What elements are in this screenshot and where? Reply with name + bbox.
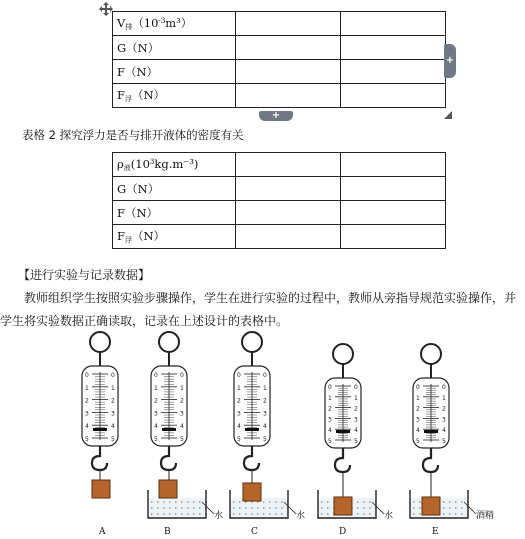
tick-label: 1 <box>111 384 115 392</box>
tick-label: 0 <box>111 372 115 379</box>
figure-label-d: D <box>339 527 347 537</box>
tick-label: 0 <box>237 372 241 379</box>
tick-label: 3 <box>111 410 115 418</box>
wooden-block <box>92 480 110 498</box>
table-cell[interactable] <box>236 84 341 108</box>
table-cell[interactable] <box>236 153 341 177</box>
tick-label: 5 <box>442 438 446 445</box>
tick-label: 1 <box>416 394 420 402</box>
tick-label: 2 <box>442 405 446 413</box>
spring-scale <box>230 332 305 521</box>
tick-label: 2 <box>154 397 158 405</box>
table-1 <box>112 11 446 108</box>
table-cell[interactable] <box>341 177 446 201</box>
tick-label: 5 <box>111 436 115 443</box>
tick-label: 3 <box>328 416 332 424</box>
wooden-block <box>422 497 440 515</box>
tick-label: 5 <box>416 438 420 445</box>
tick-label: 3 <box>180 410 184 418</box>
tick-label: 0 <box>154 372 158 379</box>
tick-label: 1 <box>237 384 241 392</box>
tick-label: 4 <box>328 427 332 435</box>
tick-label: 1 <box>354 394 358 402</box>
table-cell-header: $F_浮(N)$ <box>113 225 236 249</box>
tick-label: 5 <box>180 436 184 443</box>
figure-label-b: B <box>164 527 171 537</box>
spring-scale <box>410 344 494 521</box>
table-cell[interactable] <box>236 177 341 201</box>
wooden-block <box>159 480 177 498</box>
tick-label: 1 <box>154 384 158 392</box>
scale-pointer <box>245 428 259 431</box>
tick-label: 1 <box>180 384 184 392</box>
paragraph-line: 教师组织学生按照实验步骤操作，学生在进行实验的过程中，教师从旁指导规范实验操作，并 <box>24 291 517 305</box>
table-row <box>113 201 446 225</box>
table-cell[interactable] <box>341 36 446 60</box>
tick-label: 2 <box>328 405 332 413</box>
tick-label: 1 <box>85 384 89 392</box>
wooden-block <box>334 497 352 515</box>
scale-pointer <box>162 428 176 431</box>
table-cell[interactable] <box>341 225 446 249</box>
tick-label: 0 <box>85 372 89 379</box>
tick-label: 1 <box>263 384 267 392</box>
tick-label: 5 <box>85 436 89 443</box>
scale-pointer <box>93 428 107 431</box>
spring-scale <box>148 332 223 521</box>
table-cell[interactable] <box>236 36 341 60</box>
table-cell[interactable] <box>236 12 341 36</box>
tick-label: 2 <box>263 397 267 405</box>
scale-ring-icon <box>333 344 353 364</box>
tick-label: 2 <box>111 397 115 405</box>
table-row <box>113 177 446 201</box>
tick-label: 2 <box>85 397 89 405</box>
scale-hook-icon <box>161 446 176 470</box>
liquid-label: 酒精 <box>476 511 495 521</box>
table-cell-header: $F_浮(N)$ <box>113 84 236 108</box>
spring-scale-experiment-figure <box>78 330 518 539</box>
table-cell[interactable] <box>341 201 446 225</box>
tick-label: 0 <box>354 384 358 391</box>
scale-ring-icon <box>159 332 179 352</box>
table-row <box>113 153 446 177</box>
liquid <box>148 498 206 518</box>
scale-ring-icon <box>90 332 110 352</box>
tick-label: 4 <box>416 427 420 435</box>
move-handle-icon[interactable] <box>99 2 113 16</box>
figure-label-a: A <box>99 527 106 537</box>
tick-label: 0 <box>328 384 332 391</box>
scale-pointer <box>424 430 438 433</box>
tick-label: 3 <box>442 416 446 424</box>
paragraph-line: 学生将实验数据正确读取，记录在上述设计的表格中。 <box>0 314 289 328</box>
tick-label: 0 <box>416 384 420 391</box>
tick-label: 3 <box>237 410 241 418</box>
table-cell-header: $\rho_液(10^3kg.m^{-3})$ <box>113 153 236 177</box>
tick-label: 4 <box>442 427 446 435</box>
scale-hook-icon <box>92 446 107 470</box>
tick-label: 5 <box>263 436 267 443</box>
tick-label: 3 <box>416 416 420 424</box>
table-row <box>113 84 446 108</box>
table-cell[interactable] <box>236 60 341 84</box>
table-row <box>113 12 446 36</box>
scale-ring-icon <box>242 332 262 352</box>
table-cell[interactable] <box>236 201 341 225</box>
table-2 <box>112 152 446 249</box>
table-cell-header: $V_排(10^{-3}m^3)$ <box>113 12 236 36</box>
tick-label: 1 <box>328 394 332 402</box>
wooden-block <box>243 483 261 501</box>
add-column-button[interactable]: + <box>444 44 456 78</box>
tick-label: 5 <box>354 438 358 445</box>
tick-label: 4 <box>263 423 267 431</box>
table-2-caption: 表格 2 探究浮力是否与排开液体的密度有关 <box>22 128 244 142</box>
tick-label: 0 <box>442 384 446 391</box>
section-heading: 【进行实验与记录数据】 <box>18 268 151 282</box>
tick-label: 5 <box>154 436 158 443</box>
liquid-label: 水 <box>296 511 306 521</box>
table-row <box>113 36 446 60</box>
tick-label: 4 <box>354 427 358 435</box>
tick-label: 5 <box>237 436 241 443</box>
tick-label: 4 <box>111 423 115 431</box>
tick-label: 5 <box>328 438 332 445</box>
figure-label-c: C <box>251 527 258 537</box>
tick-label: 3 <box>263 410 267 418</box>
table-cell[interactable] <box>341 12 446 36</box>
tick-label: 4 <box>237 423 241 431</box>
tick-label: 4 <box>154 423 158 431</box>
tick-label: 2 <box>237 397 241 405</box>
table-cell[interactable] <box>341 153 446 177</box>
figure-label-e: E <box>432 527 439 537</box>
tick-label: 0 <box>180 372 184 379</box>
scale-hook-icon <box>335 448 350 472</box>
scale-pointer <box>336 430 350 433</box>
liquid-label: 水 <box>214 511 224 521</box>
tick-label: 4 <box>85 423 89 431</box>
table-row <box>113 60 446 84</box>
scale-hook-icon <box>244 446 259 470</box>
table-cell[interactable] <box>341 60 446 84</box>
tick-label: 2 <box>416 405 420 413</box>
table-cell-header: G（N） <box>113 177 236 201</box>
table-cell[interactable] <box>341 84 446 108</box>
spring-scale <box>82 332 118 498</box>
tick-label: 1 <box>442 394 446 402</box>
tick-label: 3 <box>154 410 158 418</box>
spring-scale <box>318 344 393 521</box>
table-row <box>113 225 446 249</box>
table-cell-header: G（N） <box>113 36 236 60</box>
tick-label: 2 <box>180 397 184 405</box>
tick-label: 4 <box>180 423 184 431</box>
table-cell-header: F（N） <box>113 201 236 225</box>
tick-label: 2 <box>354 405 358 413</box>
add-row-button[interactable]: + <box>259 111 293 121</box>
tick-label: 0 <box>263 372 267 379</box>
liquid-label: 水 <box>384 511 394 521</box>
scale-ring-icon <box>421 344 441 364</box>
table-cell-header: F（N） <box>113 60 236 84</box>
tick-label: 3 <box>354 416 358 424</box>
resize-handle-icon[interactable] <box>444 111 452 119</box>
scale-hook-icon <box>423 448 438 472</box>
tick-label: 3 <box>85 410 89 418</box>
table-cell[interactable] <box>236 225 341 249</box>
